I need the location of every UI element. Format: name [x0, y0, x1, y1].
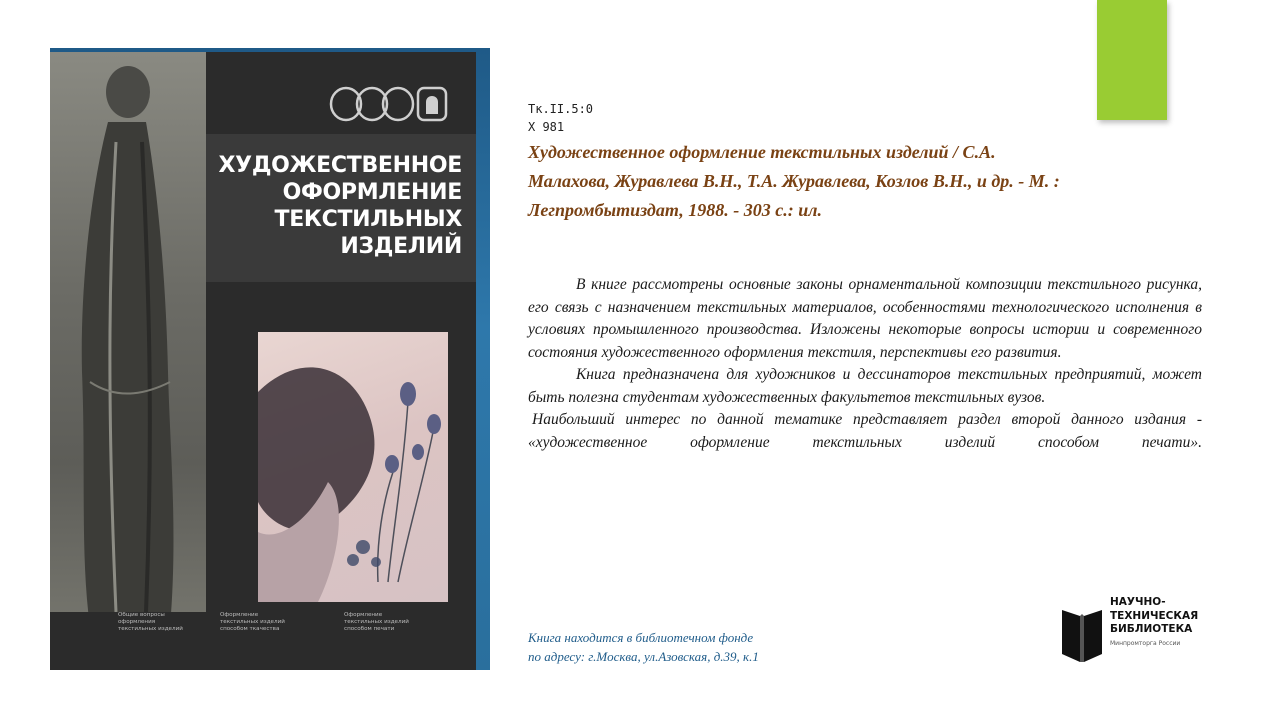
location-line: Книга находится в библиотечном фонде: [528, 630, 754, 645]
cover-credit-line: Общие вопросы: [118, 612, 165, 618]
book-cover: [50, 52, 476, 670]
cover-credit-line: способом ткачества: [220, 626, 280, 632]
shelf-code: [528, 100, 593, 136]
abstract-paragraph: Книга предназначена для художников и дессинаторов текстильных предприятий, может быть полезна студентам художественных факультетов текстильных вузов.: [528, 366, 1202, 406]
cover-credit-line: способом печати: [344, 626, 395, 632]
library-location-note: [528, 628, 759, 666]
logo-subtitle: Минпромторга России: [1110, 640, 1181, 647]
book-cover-frame: [50, 48, 490, 670]
cover-photo-dress: [50, 52, 206, 640]
shelf-code-line: Х 981: [528, 120, 565, 134]
cover-credit-line: текстильных изделий: [118, 626, 183, 632]
cover-flower-artwork: [258, 332, 448, 602]
citation-line: Художественное оформление текстильных изделий / С.А.: [528, 142, 996, 162]
cover-credit-column: [220, 612, 324, 633]
open-book-icon: [1062, 602, 1102, 662]
cover-title-line: ХУДОЖЕСТВЕННОЕ: [218, 153, 462, 178]
accent-bar: [1097, 0, 1167, 120]
logo-line: БИБЛИОТЕКА: [1110, 623, 1193, 635]
cover-title-line: ТЕКСТИЛЬНЫХ: [274, 207, 462, 232]
logo-line: НАУЧНО-: [1110, 596, 1166, 608]
bibliographic-citation: [528, 138, 1208, 225]
abstract-paragraph: В книге рассмотрены основные законы орнаментальной композиции текстильного рисунка, его связь с назначением текстильных материалов, особенностями технологического исполнения в условиях промышленного производства. Изложены некоторые вопросы истории и современного состояния художественного оформления текстиля, перспективы его развития.: [528, 276, 1202, 361]
cover-credit-line: текстильных изделий: [220, 619, 285, 625]
logo-line: ТЕХНИЧЕСКАЯ: [1110, 609, 1199, 622]
citation-line: Легпромбытиздат, 1988. - 303 с.: ил.: [528, 200, 823, 220]
cover-credit-column: [118, 612, 222, 633]
cover-credit-line: Оформление: [220, 612, 259, 618]
abstract-paragraph: Наибольший интерес по данной тематике представляет раздел второй данного издания - «художественное оформление текстильных изделий способом печати».: [528, 411, 1202, 451]
logo-text: [1110, 596, 1198, 637]
book-abstract: [528, 274, 1202, 454]
cover-credit-column: [344, 612, 448, 633]
cover-credit-line: Оформление: [344, 612, 383, 618]
library-logo: [1062, 596, 1202, 666]
shelf-code-line: Тк.II.5:0: [528, 102, 594, 116]
cover-credit-line: оформления: [118, 619, 156, 625]
cover-credit-line: текстильных изделий: [344, 619, 409, 625]
citation-line: Малахова, Журавлева В.Н., Т.А. Журавлева, Козлов В.Н., и др. - М. :: [528, 171, 1060, 191]
location-line: по адресу: г.Москва, ул.Азовская, д.39, к.1: [528, 649, 759, 664]
cover-title: [210, 152, 462, 260]
cover-credits: [50, 612, 476, 668]
cover-title-line: ИЗДЕЛИЙ: [340, 234, 462, 259]
cover-rings-icon: [328, 84, 458, 124]
cover-title-line: ОФОРМЛЕНИЕ: [282, 180, 462, 205]
